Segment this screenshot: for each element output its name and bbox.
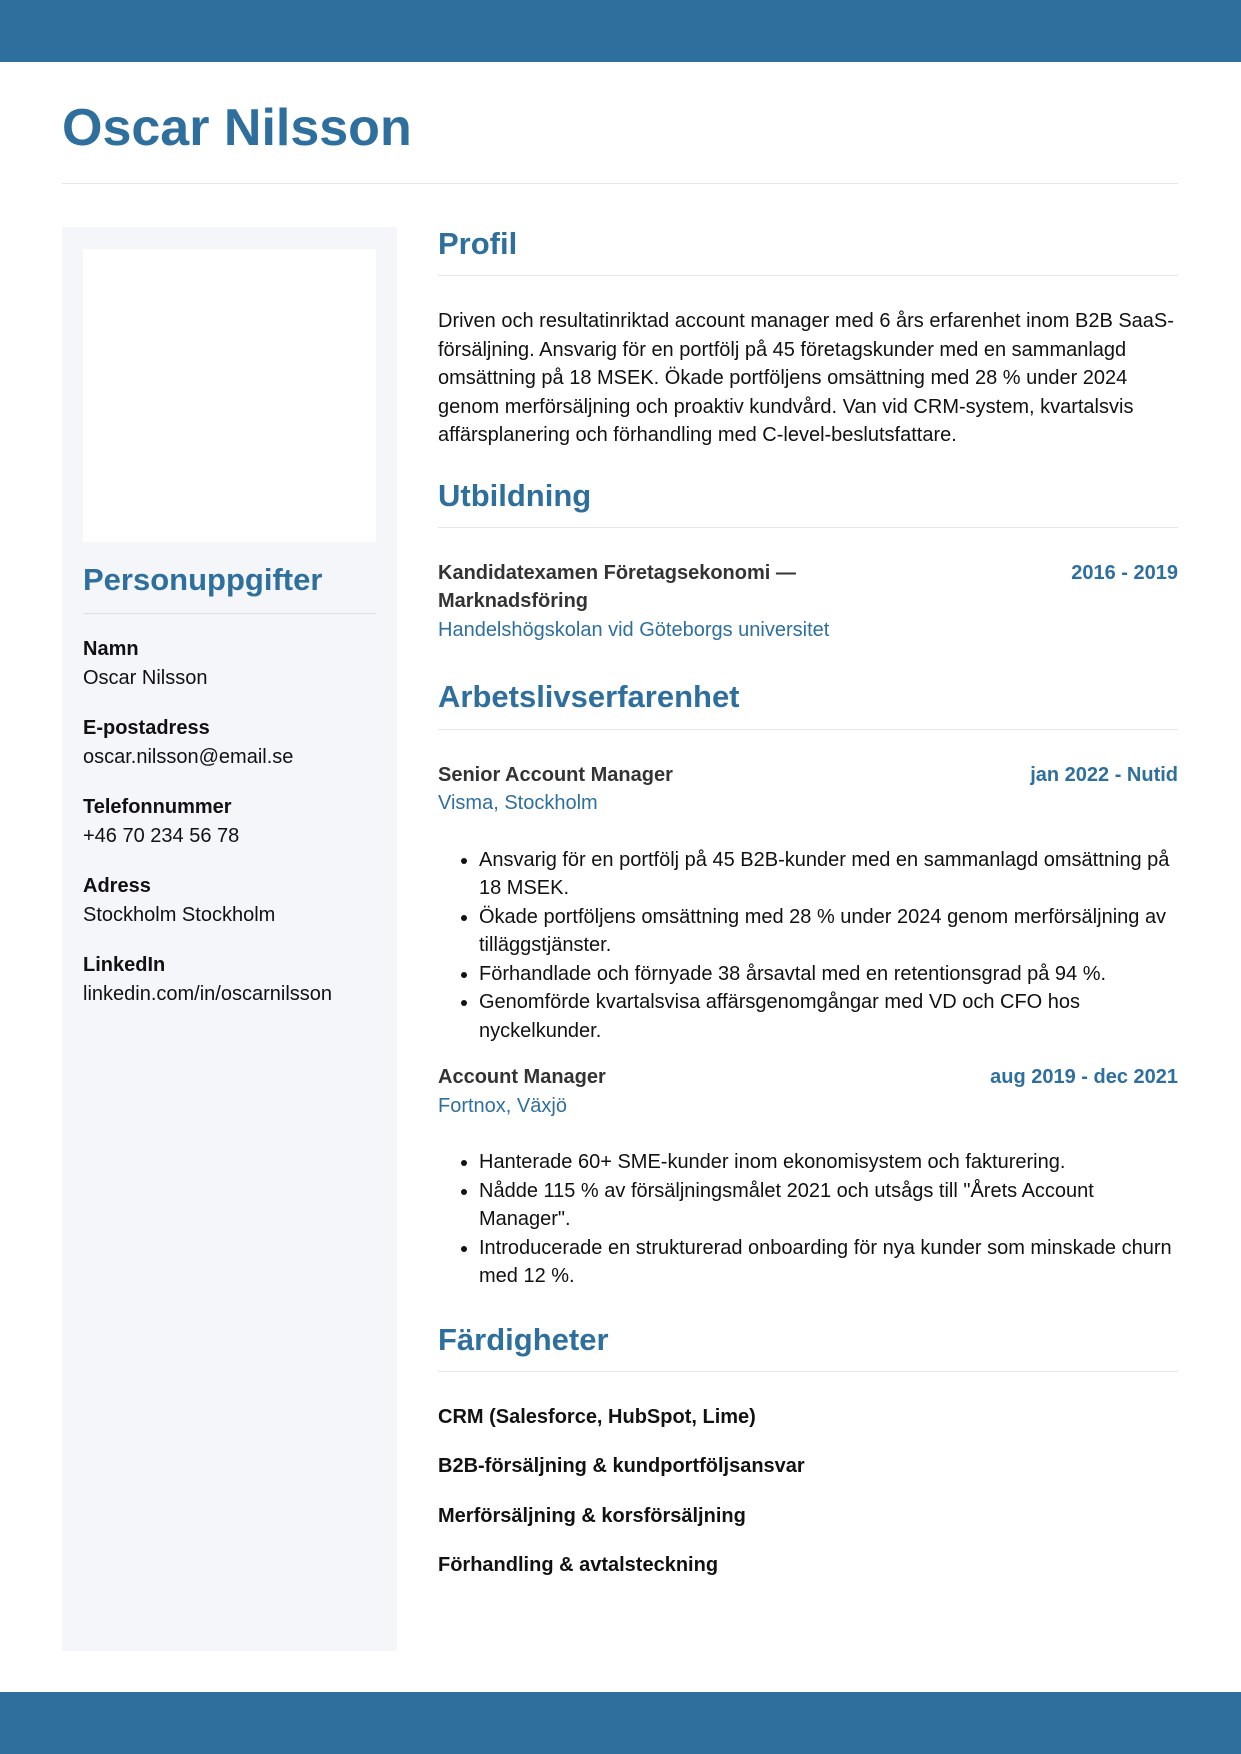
job-title: Senior Account Manager bbox=[438, 763, 673, 786]
info-value: Oscar Nilsson bbox=[83, 667, 208, 689]
list-item: • Ansvarig för en portfölj på 45 B2B-kunder med en sammanlagd omsättning på 18 MSEK. bbox=[479, 846, 1178, 903]
job-entry bbox=[438, 1063, 1178, 1291]
profile-photo-placeholder bbox=[83, 249, 376, 542]
skill-item: CRM (Salesforce, HubSpot, Lime) bbox=[438, 1405, 756, 1428]
section-divider bbox=[438, 527, 1178, 528]
info-label: E-postadress bbox=[83, 717, 210, 739]
education-entry bbox=[438, 559, 1178, 645]
info-address bbox=[83, 872, 376, 930]
education-section bbox=[438, 477, 1178, 645]
job-dates: aug 2019 - dec 2021 bbox=[990, 1066, 1178, 1089]
section-divider bbox=[438, 275, 1178, 276]
info-label: LinkedIn bbox=[83, 954, 166, 976]
experience-section bbox=[438, 678, 1178, 1290]
list-item: • Introducerade en strukturerad onboarding för nya kunder som minskade churn med 12 %. bbox=[479, 1234, 1178, 1291]
list-item: • Genomförde kvartalsvisa affärsgenomgångar med VD och CFO hos nyckelkunder. bbox=[479, 988, 1178, 1045]
skills-heading: Färdigheter bbox=[438, 1321, 609, 1357]
top-banner bbox=[0, 0, 1241, 62]
education-dates: 2016 - 2019 bbox=[1071, 561, 1178, 584]
list-item: • Ökade portföljens omsättning med 28 % under 2024 genom merförsäljning av tilläggstjänster. bbox=[479, 903, 1178, 960]
linkedin-value[interactable]: linkedin.com/in/oscarnilsson bbox=[83, 983, 333, 1005]
info-label: Namn bbox=[83, 638, 139, 660]
section-divider bbox=[438, 729, 1178, 730]
phone-value: +46 70 234 56 78 bbox=[83, 825, 240, 847]
skill-item: Förhandling & avtalsteckning bbox=[438, 1554, 719, 1577]
header-divider bbox=[62, 183, 1178, 184]
sidebar-divider bbox=[83, 613, 376, 614]
section-divider bbox=[438, 1371, 1178, 1372]
entry-header bbox=[438, 1063, 1178, 1092]
skills-section bbox=[438, 1321, 1178, 1580]
main-content bbox=[438, 225, 1178, 1580]
email-value[interactable]: oscar.nilsson@email.se bbox=[83, 746, 294, 768]
degree-title: Kandidatexamen Företagsekonomi — Marknadsföring bbox=[438, 561, 796, 613]
profile-summary: Driven och resultatinriktad account manager med 6 års erfarenhet inom B2B SaaS-försäljning. Ansvarig för en portfölj på 45 företagskunder med en sammanlagd omsättning på 18 MSEK. Ökade portföljens omsättning med 28 % under 2024 genom merförsäljning och proaktiv kundvård. Van vid CRM-system, kvartalsvis affärsplanering och förhandling med C-level-beslutsfattare. bbox=[438, 310, 1174, 447]
company-name: Visma, Stockholm bbox=[438, 792, 598, 815]
skills-list bbox=[438, 1403, 1178, 1580]
address-value: Stockholm Stockholm bbox=[83, 904, 276, 926]
job-achievements bbox=[438, 846, 1178, 1046]
profile-section bbox=[438, 225, 1178, 450]
personal-info-heading: Personuppgifter bbox=[83, 562, 323, 597]
school-name: Handelshögskolan vid Göteborgs universitet bbox=[438, 618, 830, 641]
experience-heading: Arbetslivserfarenhet bbox=[438, 679, 740, 715]
entry-header bbox=[438, 559, 1178, 616]
list-item: • Förhandlade och förnyade 38 årsavtal med en retentionsgrad på 94 %. bbox=[479, 960, 1178, 989]
sidebar bbox=[62, 227, 397, 1651]
skill-item: Merförsäljning & korsförsäljning bbox=[438, 1504, 746, 1527]
info-label: Adress bbox=[83, 875, 151, 897]
list-item: • Hanterade 60+ SME-kunder inom ekonomisystem och fakturering. bbox=[479, 1148, 1178, 1177]
info-phone bbox=[83, 793, 376, 851]
list-item: • Nådde 115 % av försäljningsmålet 2021 och utsågs till "Årets Account Manager". bbox=[479, 1177, 1178, 1234]
entry-header bbox=[438, 761, 1178, 790]
job-dates: jan 2022 - Nutid bbox=[1030, 763, 1178, 786]
profile-heading: Profil bbox=[438, 226, 518, 261]
info-name bbox=[83, 635, 376, 693]
candidate-name: Oscar Nilsson bbox=[62, 99, 412, 157]
info-linkedin bbox=[83, 951, 376, 1009]
education-heading: Utbildning bbox=[438, 477, 592, 513]
company-name: Fortnox, Växjö bbox=[438, 1094, 567, 1117]
job-title: Account Manager bbox=[438, 1066, 606, 1089]
job-entry bbox=[438, 761, 1178, 1046]
job-achievements bbox=[438, 1148, 1178, 1291]
skill-item: B2B-försäljning & kundportföljsansvar bbox=[438, 1455, 805, 1478]
info-label: Telefonnummer bbox=[83, 796, 232, 818]
personal-info-list bbox=[83, 635, 376, 1030]
info-email bbox=[83, 714, 376, 772]
bottom-banner bbox=[0, 1692, 1241, 1754]
